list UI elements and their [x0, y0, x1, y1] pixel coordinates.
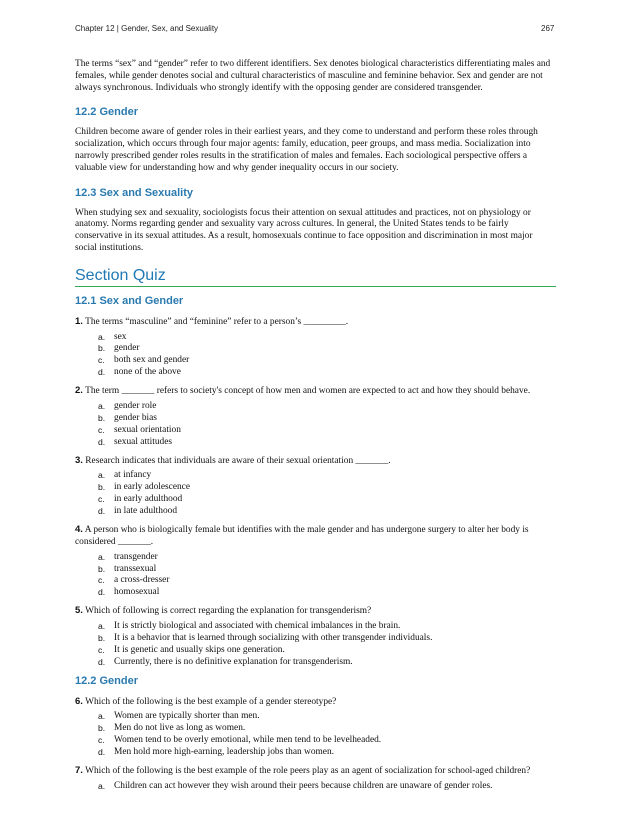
answer-options	[75, 711, 556, 759]
option-letter: b.	[98, 343, 106, 354]
option-letter: b.	[98, 482, 106, 493]
answer-option	[98, 723, 556, 735]
option-text: Men hold more high-earning, leadership jobs than women.	[114, 747, 335, 758]
answer-option	[98, 781, 556, 793]
option-letter: c.	[98, 494, 105, 505]
quiz-question	[75, 765, 556, 793]
option-letter: c.	[98, 355, 105, 366]
page-number: 267	[541, 24, 555, 33]
question-number: 5.	[75, 605, 83, 617]
question-text: Which of following is correct regarding the explanation for transgenderism?	[85, 606, 372, 617]
quiz-question	[75, 696, 556, 759]
option-letter: b.	[98, 723, 106, 734]
page-body	[75, 59, 556, 799]
answer-option	[98, 747, 556, 759]
answer-option	[98, 470, 556, 482]
answer-option	[98, 564, 556, 576]
option-letter: d.	[98, 367, 106, 378]
question-text: Research indicates that individuals are aware of their sexual orientation _______.	[85, 455, 391, 466]
answer-option	[98, 575, 556, 587]
question-number: 7.	[75, 765, 83, 777]
question-text-line	[75, 605, 556, 618]
answer-option	[98, 367, 556, 379]
summary-section	[75, 106, 556, 254]
option-letter: d.	[98, 656, 106, 667]
answer-option	[98, 343, 556, 355]
answer-option	[98, 355, 556, 367]
option-text: in early adolescence	[114, 482, 190, 493]
option-letter: a.	[98, 780, 106, 791]
option-text: homosexual	[114, 587, 160, 598]
option-letter: a.	[98, 470, 106, 481]
option-letter: a.	[98, 711, 106, 722]
option-text: transsexual	[114, 563, 157, 574]
quiz-question	[75, 455, 556, 518]
question-text-line	[75, 455, 556, 468]
option-text: at infancy	[114, 470, 152, 481]
option-text: It is strictly biological and associated with chemical imbalances in the brain.	[114, 621, 401, 632]
option-letter: d.	[98, 436, 106, 447]
answer-option	[98, 425, 556, 437]
question-text-line	[75, 524, 556, 549]
question-text: Which of the following is the best example of a gender stereotype?	[85, 696, 337, 707]
quiz-question	[75, 524, 556, 599]
answer-options	[75, 401, 556, 449]
question-number: 2.	[75, 385, 83, 397]
question-number: 6.	[75, 695, 83, 707]
option-text: Currently, there is no definitive explanation for transgenderism.	[114, 656, 353, 667]
option-text: gender	[114, 343, 140, 354]
option-letter: a.	[98, 400, 106, 411]
question-text: Which of the following is the best example of the role peers play as an agent of socialization for school-aged children?	[85, 766, 531, 777]
quiz-title: Section Quiz	[75, 267, 556, 287]
quiz-section-heading: 12.2 Gender	[75, 674, 138, 687]
question-text-line	[75, 696, 556, 709]
answer-option	[98, 711, 556, 723]
option-text: Women tend to be overly emotional, while men tend to be levelheaded.	[114, 735, 382, 746]
option-text: in late adulthood	[114, 506, 178, 517]
answer-option	[98, 657, 556, 669]
option-letter: a.	[98, 331, 106, 342]
option-letter: d.	[98, 587, 106, 598]
quiz-container	[75, 295, 556, 793]
answer-option	[98, 645, 556, 657]
option-letter: d.	[98, 747, 106, 758]
option-letter: b.	[98, 632, 106, 643]
quiz-question	[75, 316, 556, 379]
answer-option	[98, 482, 556, 494]
option-text: Children can act however they wish around their peers because children are unaware of gender roles.	[114, 780, 493, 791]
section-heading: 12.2 Gender	[75, 106, 138, 119]
answer-option	[98, 506, 556, 518]
option-letter: c.	[98, 424, 105, 435]
question-text-line	[75, 765, 556, 778]
option-text: sexual orientation	[114, 424, 181, 435]
question-text: A person who is biologically female but identifies with the male gender and has undergone surgery to alter her body is considered _______.	[75, 525, 529, 547]
option-text: Men do not live as long as women.	[114, 723, 246, 734]
option-text: both sex and gender	[114, 355, 190, 366]
option-text: It is genetic and usually skips one generation.	[114, 644, 285, 655]
option-letter: a.	[98, 621, 106, 632]
answer-options	[75, 332, 556, 380]
answer-option	[98, 633, 556, 645]
option-text: in early adulthood	[114, 494, 183, 505]
option-letter: b.	[98, 563, 106, 574]
answer-option	[98, 494, 556, 506]
option-letter: b.	[98, 412, 106, 423]
option-letter: d.	[98, 506, 106, 517]
section-heading: 12.3 Sex and Sexuality	[75, 186, 194, 199]
option-text: none of the above	[114, 367, 181, 378]
answer-options	[75, 552, 556, 600]
option-letter: c.	[98, 644, 105, 655]
question-number: 3.	[75, 454, 83, 466]
question-number: 4.	[75, 524, 83, 536]
intro-paragraph: The terms “sex” and “gender” refer to two different identifiers. Sex denotes biological characteristics differentiating males and females, while gender denotes social and cultural characteristics of masculine and feminine behavior. Sex and gender are not always synchronous. Individuals who strongly identify with the opposing gender are considered transgender.	[75, 59, 551, 93]
quiz-question	[75, 385, 556, 448]
answer-option	[98, 621, 556, 633]
question-text: The terms “masculine” and “feminine” refer to a person’s _________.	[85, 316, 349, 327]
option-text: gender role	[114, 400, 157, 411]
answer-option	[98, 437, 556, 449]
answer-options	[75, 470, 556, 518]
answer-option	[98, 332, 556, 344]
question-text: The term _______ refers to society's concept of how men and women are expected to act and how they should behave.	[85, 386, 531, 397]
question-text-line	[75, 385, 556, 398]
quiz-section-heading: 12.1 Sex and Gender	[75, 294, 184, 307]
option-letter: c.	[98, 735, 105, 746]
option-letter: a.	[98, 551, 106, 562]
quiz-question	[75, 605, 556, 668]
option-text: a cross-dresser	[114, 575, 170, 586]
answer-option	[98, 735, 556, 747]
option-text: gender bias	[114, 412, 157, 423]
answer-option	[98, 401, 556, 413]
answer-option	[98, 552, 556, 564]
option-letter: c.	[98, 575, 105, 586]
answer-option	[98, 413, 556, 425]
option-text: It is a behavior that is learned through socializing with other transgender individuals.	[114, 632, 433, 643]
section-paragraph: When studying sex and sexuality, sociologists focus their attention on sexual attitudes and practices, not on physiology or anatomy. Norms regarding gender and sexuality vary across cultures. In general, the United States tends to be fairly conservative in its sexual attitudes. As a result, homosexuals continue to face opposition and discrimination in most major social institutions.	[75, 207, 533, 253]
answer-option	[98, 587, 556, 599]
answer-options	[75, 621, 556, 669]
running-head: Chapter 12 | Gender, Sex, and Sexuality	[75, 24, 219, 33]
option-text: Women are typically shorter than men.	[114, 711, 260, 722]
question-number: 1.	[75, 315, 83, 327]
option-text: sexual attitudes	[114, 436, 173, 447]
section-paragraph: Children become aware of gender roles in their earliest years, and they come to understand and perform these roles through socialization, which occurs through four major agents: family, education, peer groups, and mass media. Socialization into narrowly prescribed gender roles results in the stratification of males and females. Each sociological perspective offers a valuable view for understanding how and why gender inequality occurs in our society.	[75, 127, 538, 173]
option-text: sex	[114, 331, 127, 342]
answer-options	[75, 781, 556, 793]
option-text: transgender	[114, 551, 158, 562]
question-text-line	[75, 316, 556, 329]
